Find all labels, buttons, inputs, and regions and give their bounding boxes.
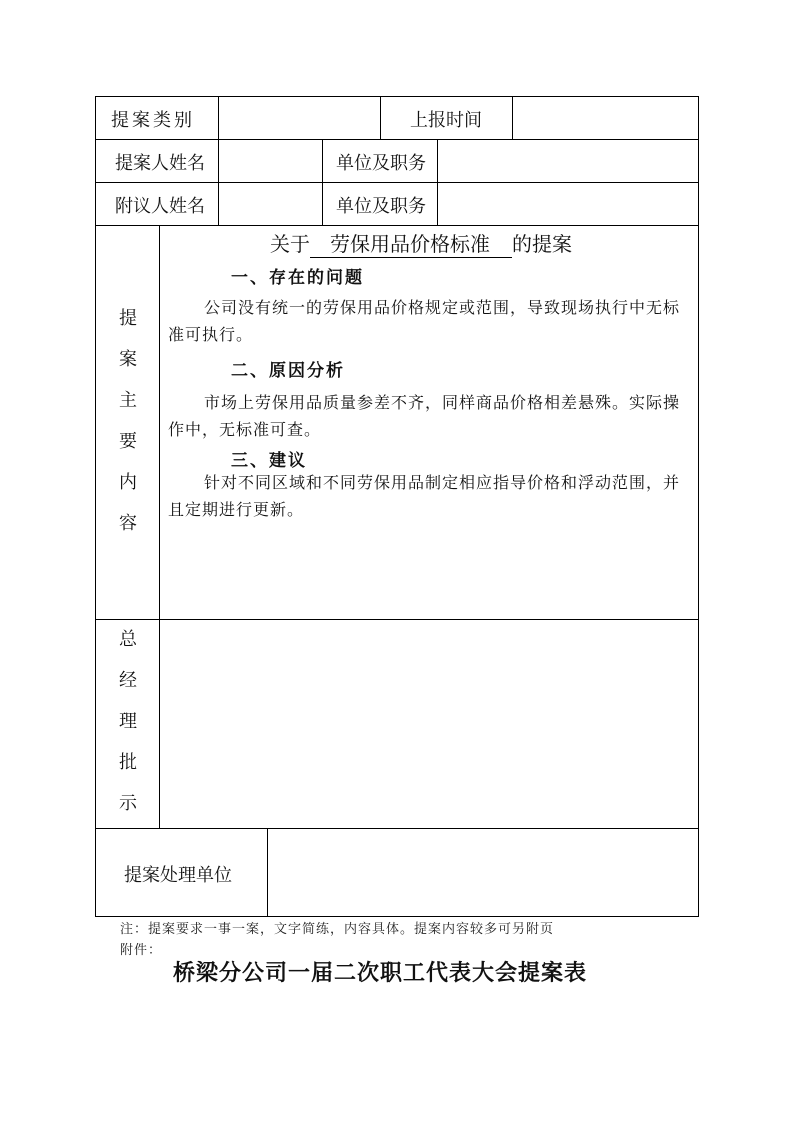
proposal-title-suffix: 的提案	[512, 232, 572, 256]
main-content-label-char: 内	[119, 472, 137, 493]
report-time-field[interactable]	[513, 97, 698, 139]
section-heading: 三、建议	[231, 451, 307, 471]
proposal-category-field[interactable]	[219, 97, 380, 139]
section-heading: 二、原因分析	[231, 361, 345, 381]
section-body: 市场上劳保用品质量参差不齐，同样商品价格相差悬殊。实际操作中，无标准可查。	[168, 393, 681, 439]
proposer-name-field[interactable]	[219, 140, 322, 182]
table-col-divider	[380, 96, 381, 139]
manager-approval-label-char: 经	[119, 670, 137, 691]
note-line: 注：提案要求一事一案，文字简练，内容具体。提案内容较多可另附页	[120, 922, 555, 937]
proposer-unit-label: 单位及职务	[336, 153, 426, 174]
handler-unit-field[interactable]	[268, 829, 698, 916]
handler-unit-label: 提案处理单位	[124, 865, 232, 886]
form-title: 桥梁分公司一届二次职工代表大会提案表	[173, 960, 588, 986]
manager-approval-label	[116, 619, 140, 824]
main-content-label-char: 案	[119, 349, 137, 370]
table-border-right	[698, 96, 699, 917]
seconder-name-field[interactable]	[219, 183, 322, 225]
table-border-bottom	[95, 916, 699, 917]
seconder-unit-field[interactable]	[438, 183, 698, 225]
main-content-label	[116, 298, 140, 544]
report-time-label: 上报时间	[410, 110, 482, 131]
main-content-label-char: 主	[119, 390, 137, 411]
section-body: 公司没有统一的劳保用品价格规定或范围，导致现场执行中无标准可执行。	[168, 298, 681, 344]
seconder-name-label: 附议人姓名	[115, 196, 205, 217]
main-content-label-char: 提	[119, 308, 137, 329]
attachment-line: 附件：	[120, 943, 163, 958]
proposer-name-label: 提案人姓名	[115, 153, 205, 174]
table-border-left	[95, 96, 96, 917]
seconder-unit-label: 单位及职务	[336, 196, 426, 217]
manager-approval-label-char: 示	[119, 793, 137, 814]
table-row-divider	[95, 225, 699, 226]
manager-approval-label-char: 理	[119, 711, 137, 732]
manager-approval-field[interactable]	[160, 620, 698, 828]
main-content-label-char: 容	[119, 513, 137, 534]
proposal-category-label: 提案类别	[111, 110, 195, 131]
section-heading: 一、存在的问题	[231, 268, 364, 288]
table-col-divider	[322, 139, 323, 225]
proposal-title	[270, 228, 572, 258]
proposal-title-subject: 劳保用品价格标准	[310, 228, 512, 258]
manager-approval-label-char: 批	[119, 752, 137, 773]
section-body: 针对不同区域和不同劳保用品制定相应指导价格和浮动范围，并且定期进行更新。	[168, 473, 681, 519]
proposer-unit-field[interactable]	[438, 140, 698, 182]
main-content-label-char: 要	[119, 431, 137, 452]
manager-approval-label-char: 总	[119, 629, 137, 650]
proposal-title-prefix: 关于	[270, 232, 310, 256]
